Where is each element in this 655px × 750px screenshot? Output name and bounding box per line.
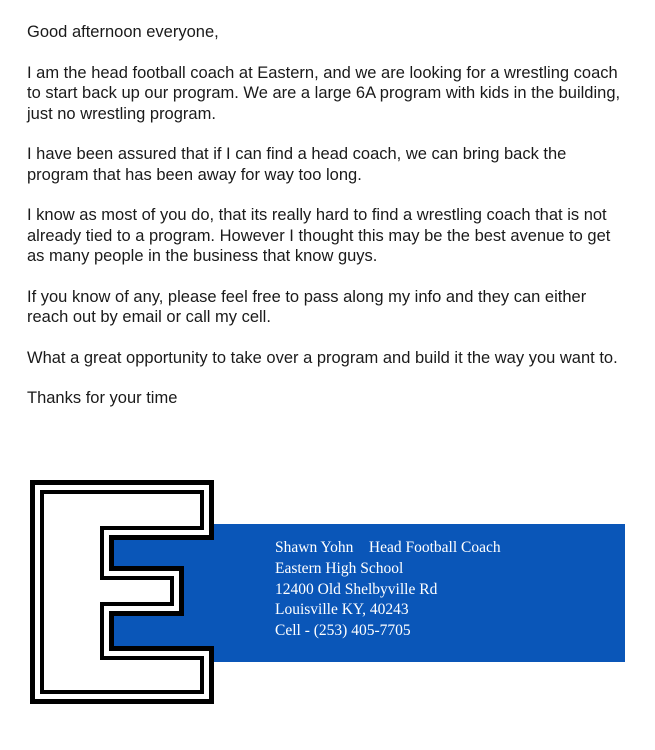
email-greeting: Good afternoon everyone, [27, 23, 219, 41]
signature-city: Louisville KY, 40243 [275, 601, 409, 619]
signature-text [275, 538, 501, 642]
eastern-e-logo-icon [28, 478, 218, 706]
signature-street: 12400 Old Shelbyville Rd [275, 580, 438, 598]
email-paragraph: I have been assured that if I can find a head coach, we can bring back the program that has been away for way too long. [27, 145, 567, 184]
email-closing: Thanks for your time [27, 389, 178, 407]
email-paragraph: I know as most of you do, that its really hard to find a wrestling coach that is not already tied to a program. However I thought this may be the best avenue to get as many people in the business that know guys. [27, 206, 611, 265]
signature-school: Eastern High School [275, 559, 404, 577]
email-paragraph: I am the head football coach at Eastern, and we are looking for a wrestling coach to start back up our program. We are a large 6A program with kids in the building, just no wrestling program. [27, 63, 621, 123]
signature-cell: Cell - (253) 405-7705 [275, 622, 411, 640]
signature-name-title: Shawn Yohn Head Football Coach [275, 539, 501, 556]
email-paragraph: What a great opportunity to take over a program and build it the way you want to. [27, 348, 618, 367]
email-paragraph: If you know of any, please feel free to pass along my info and they can either reach out by email or call my cell. [27, 287, 587, 326]
